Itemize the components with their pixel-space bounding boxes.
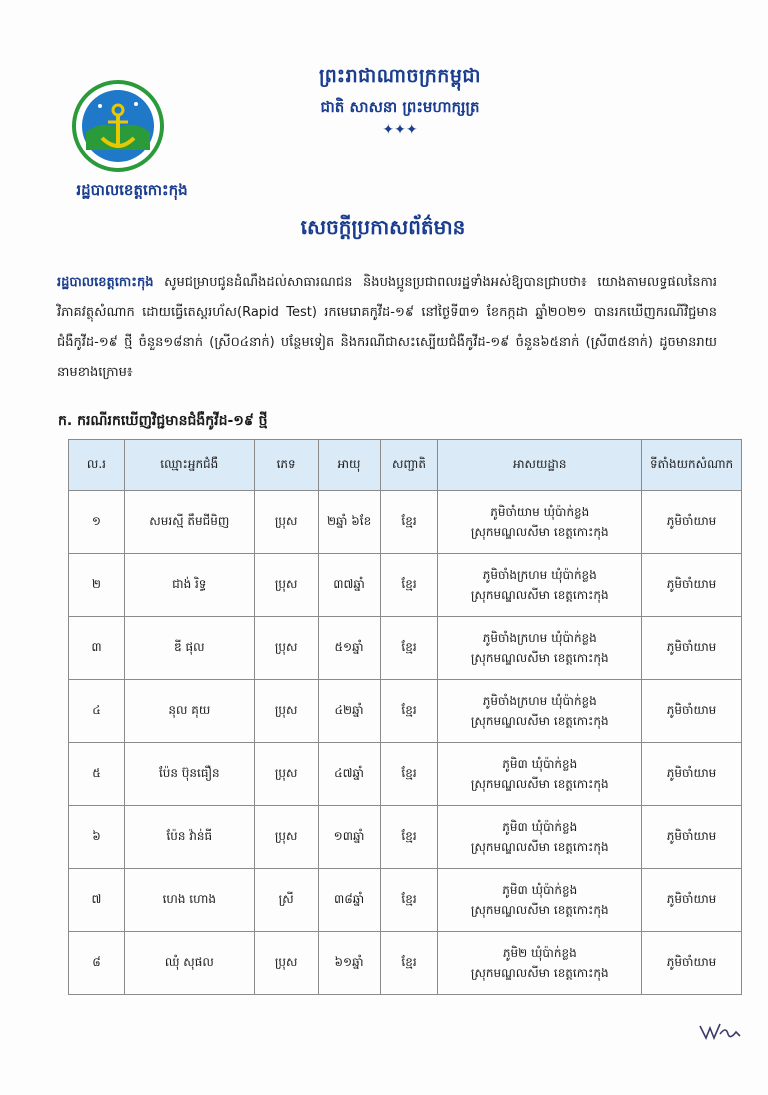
cell-age: ៤៧ឆ្នាំ: [318, 743, 380, 806]
table-row: [69, 932, 742, 995]
national-header: [250, 64, 550, 138]
cell-sex: ប្រុស: [254, 491, 318, 554]
cell-age: ៦១ឆ្នាំ: [318, 932, 380, 995]
new-cases-table: [68, 439, 742, 995]
document-title: សេចក្តីប្រកាសព័ត៌មាន: [300, 215, 466, 239]
cell-sample-site: ភូមិចាំយាម: [642, 743, 742, 806]
address-line: ភូមិ៣ ឃុំប៉ាក់ខ្លង: [502, 820, 578, 834]
cell-sex: ប្រុស: [254, 554, 318, 617]
cell-sample-site: ភូមិចាំយាម: [642, 617, 742, 680]
cell-no: ៣: [69, 617, 125, 680]
cell-address: [438, 617, 642, 680]
header-name: ឈ្មោះអ្នកជំងឺ: [124, 440, 254, 491]
cell-sample-site: ភូមិចាំយាម: [642, 680, 742, 743]
cell-address: [438, 680, 642, 743]
cell-address: [438, 932, 642, 995]
national-motto: ជាតិ សាសនា ព្រះមហាក្សត្រ: [320, 98, 480, 116]
header-age: អាយុ: [318, 440, 380, 491]
address-line: ស្រុកមណ្ឌលសីមា ខេត្តកោះកុង: [470, 651, 609, 665]
address-line: ភូមិចាំយាម ឃុំប៉ាក់ខ្លង: [490, 505, 590, 519]
header-nationality: សញ្ជាតិ: [380, 440, 438, 491]
cell-name: សមរស្មី តឹមជីមិញ: [124, 491, 254, 554]
cell-name: ឌី ផុល: [124, 617, 254, 680]
cell-sample-site: ភូមិចាំយាម: [642, 491, 742, 554]
address-line: ភូមិចាំងក្រហម ឃុំប៉ាក់ខ្លង: [482, 631, 597, 645]
cell-no: ៦: [69, 806, 125, 869]
cell-sex: ប្រុស: [254, 743, 318, 806]
cell-no: ២: [69, 554, 125, 617]
cell-age: ៥១ឆ្នាំ: [318, 617, 380, 680]
cell-age: ៣៨ឆ្នាំ: [318, 869, 380, 932]
cell-nationality: ខ្មែរ: [380, 806, 438, 869]
cell-name: ប៉ែន វ៉ាន់ធី: [124, 806, 254, 869]
cell-sex: ប្រុស: [254, 806, 318, 869]
cell-name: នុល គុយ: [124, 680, 254, 743]
address-line: ភូមិចាំងក្រហម ឃុំប៉ាក់ខ្លង: [482, 694, 597, 708]
cell-age: ១៣ឆ្នាំ: [318, 806, 380, 869]
cell-sample-site: ភូមិចាំយាម: [642, 932, 742, 995]
kingdom-title: ព្រះរាជាណាចក្រកម្ពុជា: [319, 65, 481, 87]
header-address: អាសយដ្ឋាន: [438, 440, 642, 491]
intro-paragraph: [57, 268, 717, 388]
cell-name: ជាង់ រិទ្ធ: [124, 554, 254, 617]
cell-address: [438, 869, 642, 932]
cell-nationality: ខ្មែរ: [380, 554, 438, 617]
cell-no: ៨: [69, 932, 125, 995]
cell-age: ៤២ឆ្នាំ: [318, 680, 380, 743]
handwritten-initials: [698, 1020, 742, 1044]
intro-lead: រដ្ឋបាលខេត្តកោះកុង: [57, 275, 154, 290]
cell-name: ហេង ហោង: [124, 869, 254, 932]
cell-sex: ប្រុស: [254, 680, 318, 743]
cell-nationality: ខ្មែរ: [380, 680, 438, 743]
cell-age: ៣៧ឆ្នាំ: [318, 554, 380, 617]
cell-age: ២ឆ្នាំ ៦ខែ: [318, 491, 380, 554]
header-sample-site: ទីតាំងយកសំណាក: [642, 440, 742, 491]
cell-nationality: ខ្មែរ: [380, 932, 438, 995]
cell-address: [438, 743, 642, 806]
address-line: ស្រុកមណ្ឌលសីមា ខេត្តកោះកុង: [470, 588, 609, 602]
cell-address: [438, 554, 642, 617]
address-line: ស្រុកមណ្ឌលសីមា ខេត្តកោះកុង: [470, 525, 609, 539]
address-line: ភូមិ២ ឃុំប៉ាក់ខ្លង: [502, 946, 577, 960]
address-line: ស្រុកមណ្ឌលសីមា ខេត្តកោះកុង: [470, 903, 609, 917]
province-seal-logo: [72, 80, 164, 172]
table-header-row: [69, 440, 742, 491]
table-row: [69, 869, 742, 932]
address-line: ស្រុកមណ្ឌលសីមា ខេត្តកោះកុង: [470, 840, 609, 854]
cell-sample-site: ភូមិចាំយាម: [642, 806, 742, 869]
cell-name: ប៉ែន ប៊ុនធឿន: [124, 743, 254, 806]
intro-body: សូមជម្រាបជូនដំណឹងដល់សាធារណជន និងបងប្អូនប្រជាពលរដ្ឋទាំងអស់ឱ្យបានជ្រាបថា៖ យោងតាមលទ្ធផលនៃការវិភាគវត្ថុសំណាក ដោយធ្វើតេស្តរហ័ស(Rapid Test) រកមេរោគកូវីដ-១៩ នៅថ្ងៃទី៣១ ខែកក្កដា ឆ្នាំ២០២១ បានរកឃើញករណីវិជ្ជមានជំងឺកូវីដ-១៩ ថ្មី ចំនួន១៨នាក់ (ស្រី០៤នាក់) បន្ថែមទៀត និងករណីជាសះស្បើយជំងឺកូវីដ-១៩ ចំនួន៦៥នាក់ (ស្រី៣៥នាក់) ដូចមានរាយនាមខាងក្រោម៖: [57, 275, 717, 380]
cell-nationality: ខ្មែរ: [380, 491, 438, 554]
table-row: [69, 617, 742, 680]
cell-no: ៤: [69, 680, 125, 743]
table-row: [69, 680, 742, 743]
province-admin-name: រដ្ឋបាលខេត្តកោះកុង: [76, 181, 188, 199]
cell-nationality: ខ្មែរ: [380, 869, 438, 932]
cell-sex: ស្រី: [254, 869, 318, 932]
cell-sample-site: ភូមិចាំយាម: [642, 869, 742, 932]
table-body: [69, 491, 742, 995]
address-line: ស្រុកមណ្ឌលសីមា ខេត្តកោះកុង: [470, 966, 609, 980]
cell-sex: ប្រុស: [254, 932, 318, 995]
cell-address: [438, 491, 642, 554]
address-line: ភូមិចាំងក្រហម ឃុំប៉ាក់ខ្លង: [482, 568, 597, 582]
address-line: ស្រុកមណ្ឌលសីមា ខេត្តកោះកុង: [470, 714, 609, 728]
header-sex: ភេទ: [254, 440, 318, 491]
address-line: ភូមិ៣ ឃុំប៉ាក់ខ្លង: [502, 883, 578, 897]
section-heading: ក. ករណីរកឃើញវិជ្ជមានជំងឺកូវីដ-១៩ ថ្មី: [58, 413, 268, 429]
table-row: [69, 554, 742, 617]
header-ornament: ✦✦✦: [382, 122, 418, 138]
header-no: ល.រ: [69, 440, 125, 491]
cell-address: [438, 806, 642, 869]
table-row: [69, 743, 742, 806]
cell-nationality: ខ្មែរ: [380, 743, 438, 806]
cell-no: ៥: [69, 743, 125, 806]
table-row: [69, 806, 742, 869]
cell-sample-site: ភូមិចាំយាម: [642, 554, 742, 617]
cell-sex: ប្រុស: [254, 617, 318, 680]
cell-no: ៧: [69, 869, 125, 932]
cell-nationality: ខ្មែរ: [380, 617, 438, 680]
address-line: ស្រុកមណ្ឌលសីមា ខេត្តកោះកុង: [470, 777, 609, 791]
cell-no: ១: [69, 491, 125, 554]
cell-name: ឈុំ សុផល: [124, 932, 254, 995]
table-row: [69, 491, 742, 554]
address-line: ភូមិ៣ ឃុំប៉ាក់ខ្លង: [502, 757, 578, 771]
